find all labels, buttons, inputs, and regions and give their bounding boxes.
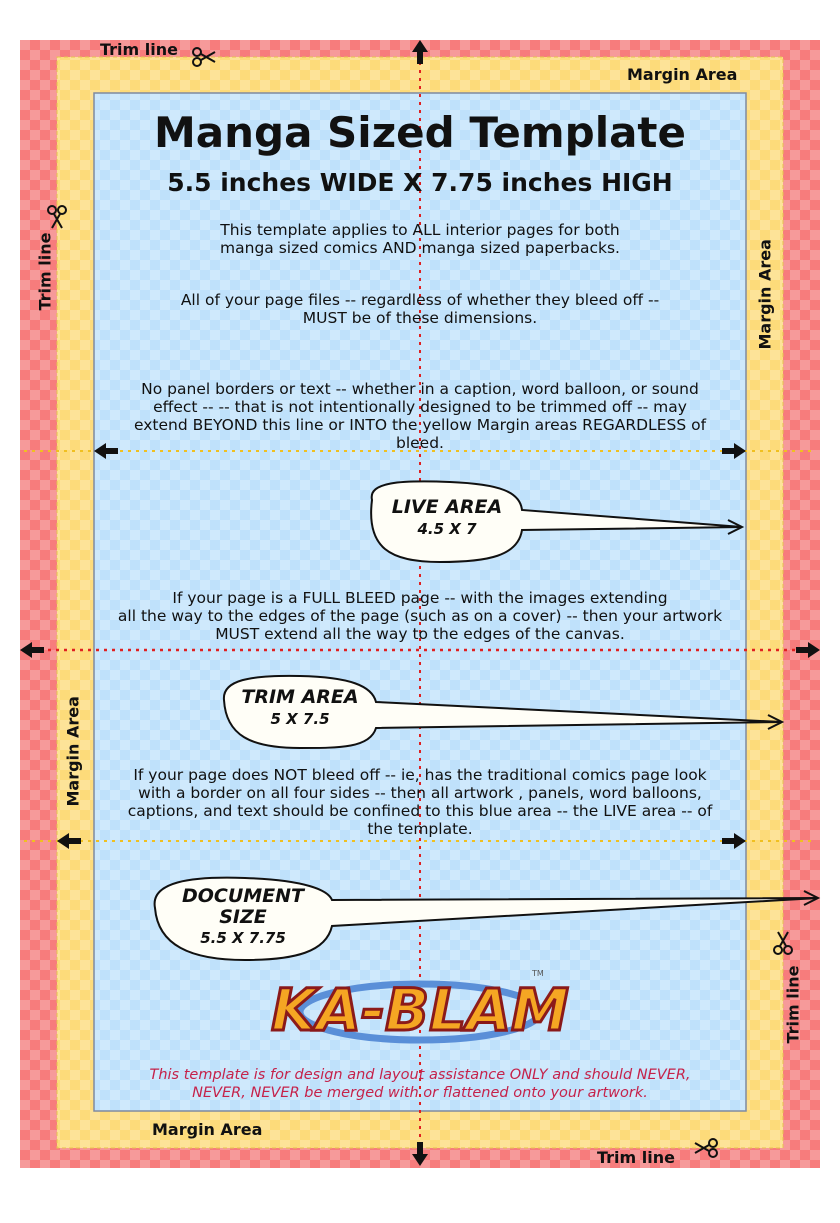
disclaimer-footer: This template is for design and layout assistance ONLY and should NEVER, NEVER, NEVER be merged with or flattened onto your artwork. [149,1067,691,1101]
applies-paragraph: This template applies to ALL interior pages for both manga sized comics AND manga sized paperbacks. [220,221,620,257]
document-size-label: DOCUMENT SIZE 5.5 X 7.75 [181,885,305,947]
full-bleed-paragraph: If your page is a FULL BLEED page -- with the images extending all the way to the edges of the page (such as on a cover) -- then your artwork MUST extend all the way to the edges of the canvas. [117,589,723,643]
no-bleed-paragraph: If your page does NOT bleed off -- ie, has the traditional comics page look with a border on all four sides -- then all artwork , panels, word balloons, captions, and text should be confined to this blue area -- the LIVE area -- of the template. [127,766,713,838]
trim-area-label: TRIM AREA 5 X 7.5 [241,686,359,728]
borders-paragraph: No panel borders or text -- whether in a caption, word balloon, or sound effect -- -- that is not intentionally designed to be trimmed off -- may extend BEYOND this line or INTO the yellow Margin areas REGARDLESS of bleed. [133,380,707,452]
page-subtitle: 5.5 inches WIDE X 7.75 inches HIGH [167,168,673,197]
live-area-label: LIVE AREA 4.5 X 7 [391,496,503,538]
svg-text:TM: TM [532,969,544,978]
dimensions-paragraph: All of your page files -- regardless of whether they bleed off -- MUST be of these dimensions. [180,291,660,327]
kablam-logo [271,969,569,1044]
margin-area-label-top: Margin Area [627,65,738,84]
trim-line-label-left: Trim line [35,232,55,311]
margin-area-label-right: Margin Area [755,239,775,350]
trim-line-label-right: Trim line [783,965,803,1044]
logo-text: KA-BLAM [271,976,569,1044]
margin-area-label-bottom: Margin Area [152,1120,263,1139]
trim-line-label-bottom: Trim line [597,1148,675,1167]
margin-area-label-left: Margin Area [63,696,83,807]
trim-line-label-top: Trim line [100,40,178,59]
page-title: Manga Sized Template [153,108,686,157]
